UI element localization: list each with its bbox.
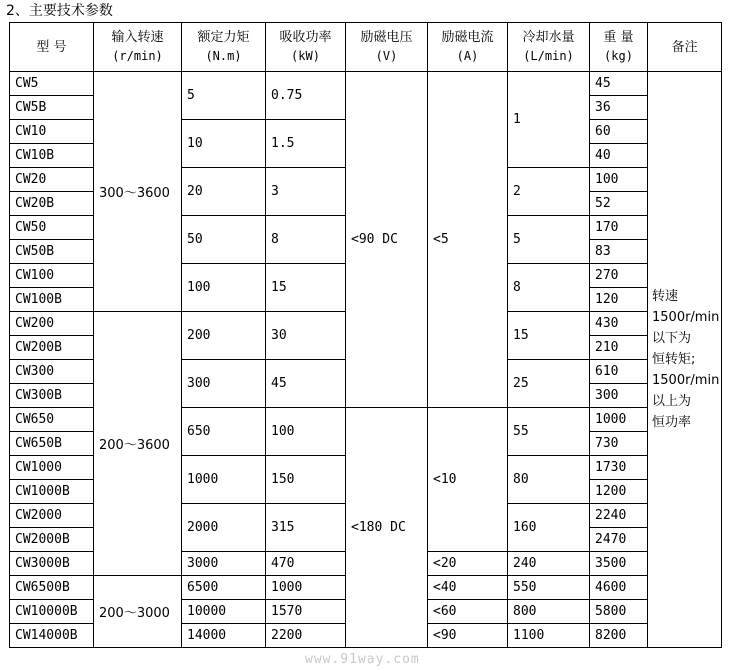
cell-model: CW10 — [10, 120, 94, 144]
cell-model: CW650B — [10, 432, 94, 456]
cell-power: 45 — [266, 360, 346, 408]
cell-torque: 2000 — [182, 504, 266, 552]
cell-speed: 200～3000 — [94, 576, 182, 648]
cell-current: <60 — [428, 600, 508, 624]
cell-voltage: <90 DC — [346, 72, 428, 408]
cell-speed: 300～3600 — [94, 72, 182, 312]
cell-torque: 5 — [182, 72, 266, 120]
cell-weight: 210 — [590, 336, 648, 360]
cell-weight: 40 — [590, 144, 648, 168]
note-line: 恒转矩; — [652, 352, 696, 367]
cell-model: CW5B — [10, 96, 94, 120]
cell-weight: 83 — [590, 240, 648, 264]
cell-model: CW300B — [10, 384, 94, 408]
cell-power: 1000 — [266, 576, 346, 600]
note-line: 恒功率 — [652, 415, 692, 430]
cell-weight: 300 — [590, 384, 648, 408]
cell-weight: 8200 — [590, 624, 648, 648]
cell-torque: 1000 — [182, 456, 266, 504]
cell-water: 25 — [508, 360, 590, 408]
header-voltage: 励磁电压 (V) — [346, 23, 428, 72]
cell-weight: 430 — [590, 312, 648, 336]
cell-water: 80 — [508, 456, 590, 504]
cell-torque: 100 — [182, 264, 266, 312]
cell-torque: 14000 — [182, 624, 266, 648]
cell-power: 15 — [266, 264, 346, 312]
cell-weight: 5800 — [590, 600, 648, 624]
cell-weight: 2470 — [590, 528, 648, 552]
header-weight: 重 量 (kg) — [590, 23, 648, 72]
cell-weight: 270 — [590, 264, 648, 288]
header-model: 型 号 — [10, 23, 94, 72]
header-row — [10, 23, 722, 72]
section-heading: 2、主要技术参数 — [6, 3, 113, 19]
cell-torque: 10 — [182, 120, 266, 168]
cell-water: 5 — [508, 216, 590, 264]
cell-power: 150 — [266, 456, 346, 504]
cell-weight: 2240 — [590, 504, 648, 528]
note-line: 1500r/min — [652, 310, 720, 325]
tech-params-table — [9, 22, 722, 648]
cell-model: CW1000 — [10, 456, 94, 480]
cell-weight: 1000 — [590, 408, 648, 432]
cell-model: CW6500B — [10, 576, 94, 600]
cell-model: CW200B — [10, 336, 94, 360]
note-line: 1500r/min — [652, 373, 720, 388]
cell-torque: 650 — [182, 408, 266, 456]
cell-water: 160 — [508, 504, 590, 552]
cell-power: 470 — [266, 552, 346, 576]
cell-power: 8 — [266, 216, 346, 264]
header-power: 吸收功率 (kW) — [266, 23, 346, 72]
cell-torque: 3000 — [182, 552, 266, 576]
table-row — [10, 72, 722, 96]
cell-torque: 50 — [182, 216, 266, 264]
cell-current: <5 — [428, 72, 508, 408]
cell-model: CW50 — [10, 216, 94, 240]
cell-power: 2200 — [266, 624, 346, 648]
cell-model: CW2000 — [10, 504, 94, 528]
cell-speed: 200～3600 — [94, 312, 182, 576]
cell-model: CW20 — [10, 168, 94, 192]
header-current: 励磁电流 (A) — [428, 23, 508, 72]
cell-water: 2 — [508, 168, 590, 216]
cell-model: CW5 — [10, 72, 94, 96]
cell-power: 3 — [266, 168, 346, 216]
cell-current: <20 — [428, 552, 508, 576]
cell-water: 1 — [508, 72, 590, 168]
cell-water: 1100 — [508, 624, 590, 648]
cell-model: CW20B — [10, 192, 94, 216]
cell-weight: 120 — [590, 288, 648, 312]
cell-current: <40 — [428, 576, 508, 600]
cell-model: CW2000B — [10, 528, 94, 552]
cell-power: 30 — [266, 312, 346, 360]
cell-weight: 730 — [590, 432, 648, 456]
cell-model: CW200 — [10, 312, 94, 336]
cell-water: 55 — [508, 408, 590, 456]
cell-weight: 3500 — [590, 552, 648, 576]
cell-model: CW3000B — [10, 552, 94, 576]
cell-model: CW14000B — [10, 624, 94, 648]
cell-voltage: <180 DC — [346, 408, 428, 648]
cell-torque: 6500 — [182, 576, 266, 600]
note-line: 以上为 — [652, 394, 692, 409]
cell-model: CW650 — [10, 408, 94, 432]
cell-weight: 100 — [590, 168, 648, 192]
cell-weight: 52 — [590, 192, 648, 216]
cell-torque: 200 — [182, 312, 266, 360]
cell-water: 550 — [508, 576, 590, 600]
cell-weight: 60 — [590, 120, 648, 144]
header-speed: 输入转速 (r/min) — [94, 23, 182, 72]
cell-weight: 36 — [590, 96, 648, 120]
watermark: www.91way.com — [305, 652, 420, 667]
cell-power: 315 — [266, 504, 346, 552]
header-water: 冷却水量 (L/min) — [508, 23, 590, 72]
cell-current: <90 — [428, 624, 508, 648]
cell-weight: 1730 — [590, 456, 648, 480]
note-line: 转速 — [652, 289, 679, 304]
cell-water: 800 — [508, 600, 590, 624]
cell-torque: 300 — [182, 360, 266, 408]
cell-water: 240 — [508, 552, 590, 576]
cell-weight: 45 — [590, 72, 648, 96]
cell-power: 0.75 — [266, 72, 346, 120]
cell-power: 100 — [266, 408, 346, 456]
cell-model: CW100B — [10, 288, 94, 312]
cell-power: 1.5 — [266, 120, 346, 168]
cell-model: CW300 — [10, 360, 94, 384]
cell-torque: 20 — [182, 168, 266, 216]
cell-model: CW50B — [10, 240, 94, 264]
cell-model: CW100 — [10, 264, 94, 288]
header-note: 备注 — [648, 23, 722, 72]
cell-weight: 4600 — [590, 576, 648, 600]
cell-water: 8 — [508, 264, 590, 312]
cell-weight: 610 — [590, 360, 648, 384]
header-torque: 额定力矩 (N.m) — [182, 23, 266, 72]
cell-model: CW1000B — [10, 480, 94, 504]
cell-water: 15 — [508, 312, 590, 360]
cell-current: <10 — [428, 408, 508, 552]
note-line: 以下为 — [652, 331, 692, 346]
cell-weight: 1200 — [590, 480, 648, 504]
cell-torque: 10000 — [182, 600, 266, 624]
cell-power: 1570 — [266, 600, 346, 624]
cell-weight: 170 — [590, 216, 648, 240]
cell-note — [648, 72, 722, 648]
cell-model: CW10B — [10, 144, 94, 168]
cell-model: CW10000B — [10, 600, 94, 624]
